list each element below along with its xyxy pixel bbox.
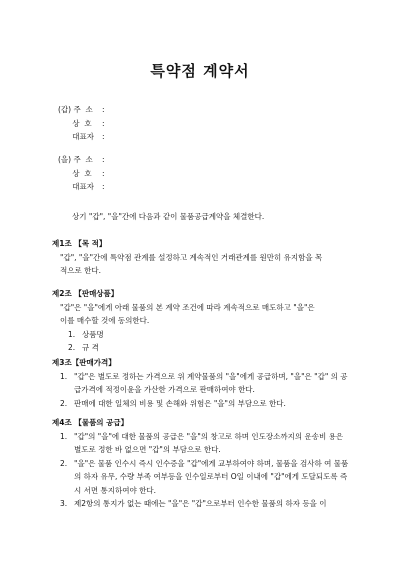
item-text: 상품명 (82, 329, 104, 339)
party-a-address-label: (갑) 주 소 (58, 105, 93, 114)
party-a-company-label: 상 호 (58, 118, 92, 128)
article-2-line-2: 이를 매수할 것에 동의한다. (60, 316, 150, 325)
party-a-rep-label: 대표자 (58, 132, 95, 141)
article-4 (52, 416, 352, 511)
item-number: 1. (68, 329, 76, 339)
colon: : (102, 118, 105, 128)
colon: : (102, 105, 105, 114)
party-b-address-row (58, 153, 114, 167)
party-b-address-label: (을) 주 소 (58, 155, 93, 164)
colon: : (102, 182, 105, 191)
list-item (52, 328, 352, 342)
article-1 (52, 237, 352, 278)
article-2-heading: 제2조 【판매상품】 (52, 289, 119, 298)
colon: : (102, 155, 105, 164)
article-4-heading: 제4조 【물품의 공급】 (52, 418, 129, 427)
item-number: 2. (68, 343, 76, 352)
item-number: 2. (60, 458, 68, 468)
item-text: "갑"의 "을"에 대한 물품의 공급은 "을"의 창고로 하며 인도장소까지의 운송비 용은 별도로 정한 바 없으면 "갑"의 부담으로 한다. (74, 431, 344, 454)
list-item (52, 370, 352, 397)
article-1-line-1: "갑", "을"간에 특약점 관계를 설정하고 계속적인 거래관계를 원만히 유지함을 목 (60, 252, 323, 262)
article-3-heading: 제3조【판매가격】 (52, 358, 116, 367)
article-2 (52, 287, 352, 355)
party-a-company-row (58, 117, 114, 131)
party-b-rep-label: 대표자 (58, 182, 95, 191)
party-b-company-row (58, 167, 114, 181)
party-b-rep-row (58, 180, 114, 194)
party-a-block (58, 103, 114, 144)
list-item (52, 430, 352, 457)
item-text: 제2항의 통지가 없는 때에는 "을"은 "갑"으로부터 인수한 물품의 하자 등을 이 (74, 499, 327, 508)
party-b-company-label: 상 호 (58, 168, 92, 178)
article-1-heading: 제1조 【목 적】 (52, 239, 107, 248)
party-a-rep-row (58, 130, 114, 144)
item-text: "갑"은 별도로 정하는 가격으로 위 계약물품의 "을"에게 공급하며, "을"은 "갑" 의 공급가격에 적정이윤을 가산한 가격으로 판매하여야 한다. (74, 371, 348, 394)
item-text: 판매에 대한 일체의 비용 및 손해와 위험은 "을"의 부담으로 한다. (74, 398, 286, 408)
item-text: "을"은 물품 인수시 즉시 인수증을 "갑"에게 교부하여야 하며, 물품을 검사하 여 물품의 하자 유무, 수량 부족 여부등을 인수일로부터 O일 이내에 "갑"에게 도달되도록 즉시 서면 통지하여야 한다. (74, 458, 349, 495)
item-number: 1. (60, 431, 68, 441)
party-a-address-row (58, 103, 114, 117)
article-2-line-1: "갑"은 "을"에게 아래 물품의 본 계약 조건에 따라 계속적으로 매도하고 "을"은 (60, 302, 315, 312)
item-number: 2. (60, 398, 68, 408)
item-number: 3. (60, 499, 68, 508)
list-item (52, 497, 352, 511)
article-1-line-2: 적으로 한다. (60, 266, 101, 275)
colon: : (102, 132, 105, 141)
document-title: 특약점 계약서 (150, 62, 250, 80)
item-text: 규 격 (82, 343, 99, 352)
item-number: 1. (60, 371, 68, 381)
intro-text: 상기 "갑", "을"간에 다음과 같이 물품공급계약을 체결한다. (72, 212, 265, 221)
colon: : (102, 168, 105, 178)
list-item (52, 457, 352, 498)
party-b-block (58, 153, 114, 194)
list-item (52, 341, 352, 355)
article-3 (52, 356, 352, 410)
list-item (52, 397, 352, 411)
